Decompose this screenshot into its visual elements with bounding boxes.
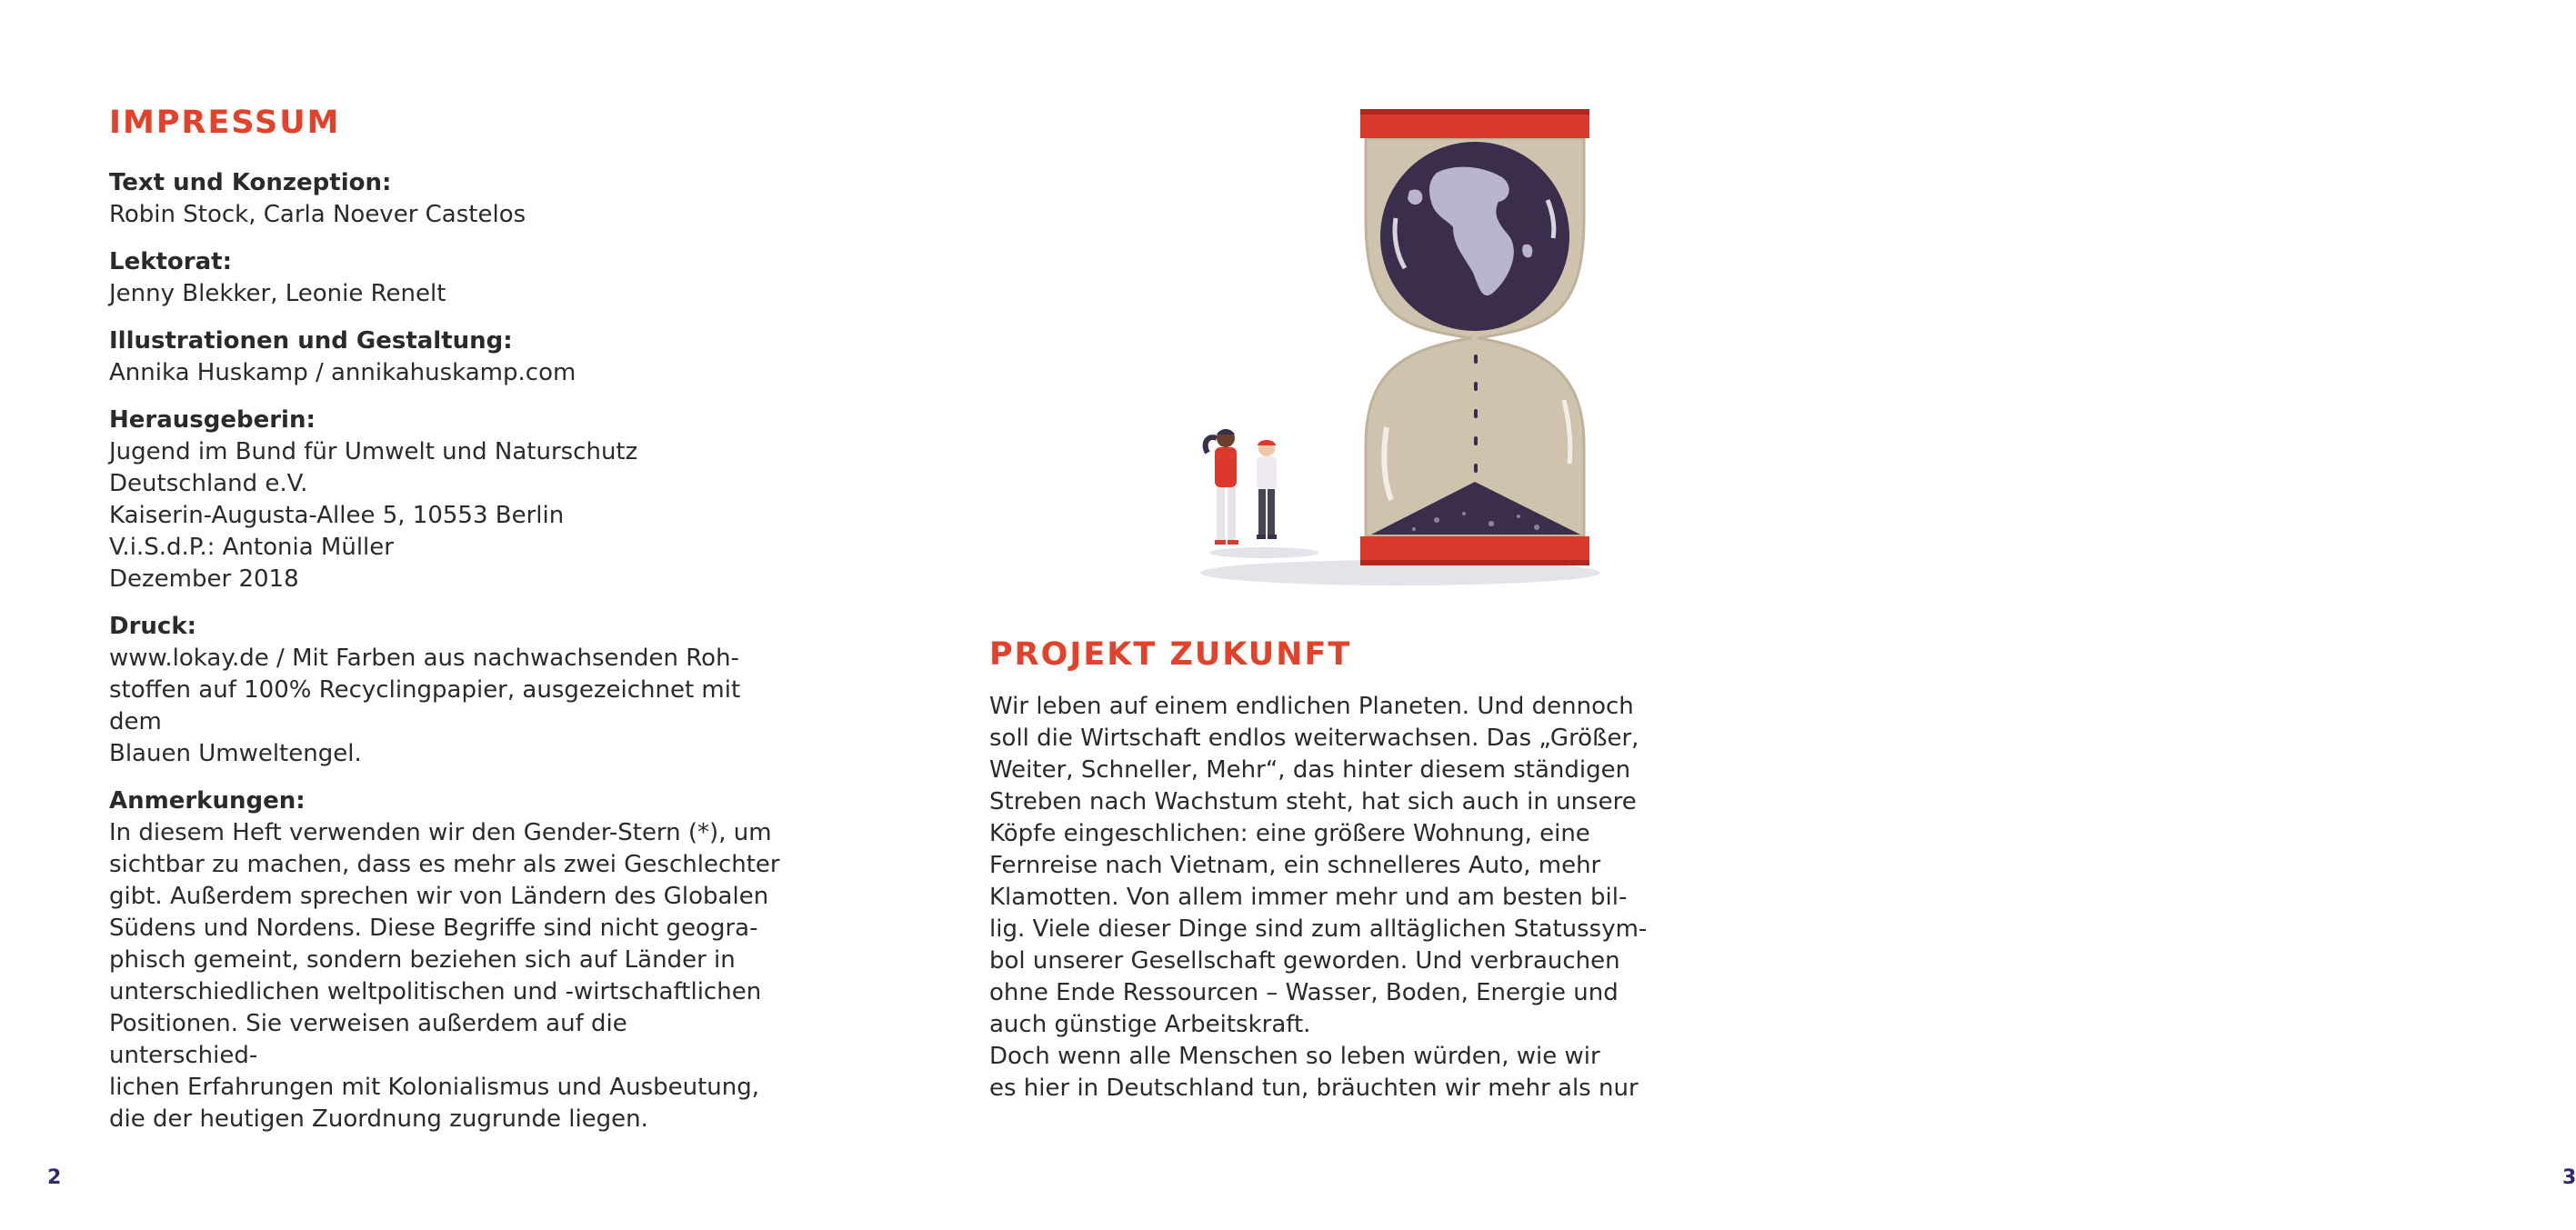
impressum-block-lektorat	[109, 246, 782, 310]
block-value: In diesem Heft verwenden wir den Gender-Stern (*), um sichtbar zu machen, dass es mehr als zwei Geschlechter gibt. Außerdem sprechen wir von Ländern des Globalen Südens und Nordens. Diese Begriffe sind nicht geogra- phisch gemeint, sondern beziehen sich auf Länder in unterschiedlichen weltpolitischen und -wirtschaftlichen Positionen. Sie verweisen außerdem auf die unterschied- lichen Erfahrungen mit Kolonialismus und Ausbeutung, die der heutigen Zuordnung zugrunde liegen.	[109, 819, 780, 1133]
page-number-right: 3	[2562, 1166, 2576, 1189]
person-man	[1257, 440, 1277, 539]
block-value: www.lokay.de / Mit Farben aus nachwachsenden Roh- stoffen auf 100% Recyclingpapier, ausgezeichnet mit dem Blauen Umweltengel.	[109, 645, 741, 767]
block-label: Druck:	[109, 613, 197, 640]
block-label: Anmerkungen:	[109, 787, 306, 815]
projekt-heading: PROJEKT ZUKUNFT	[989, 636, 1352, 673]
left-page	[0, 0, 873, 1230]
impressum-block-herausgeberin	[109, 405, 782, 595]
impressum-block-illustration	[109, 325, 782, 389]
impressum-heading: IMPRESSUM	[109, 105, 341, 141]
impressum-section	[109, 167, 782, 1151]
impressum-block-druck	[109, 611, 782, 770]
block-label: Illustrationen und Gestaltung:	[109, 327, 513, 355]
people-shadow	[1209, 547, 1318, 558]
person-woman	[1206, 429, 1238, 545]
block-value: Jenny Blekker, Leonie Renelt	[109, 280, 446, 307]
block-value: Jugend im Bund für Umwelt und Naturschutz Deutschland e.V. Kaiserin-Augusta-Allee 5, 10553 Berlin V.i.S.d.P.: Antonia Müller Dezember 2018	[109, 438, 638, 593]
block-label: Herausgeberin:	[109, 406, 316, 434]
hourglass-earth-illustration	[1164, 100, 1637, 591]
block-value: Robin Stock, Carla Noever Castelos	[109, 201, 526, 228]
block-value: Annika Huskamp / annikahuskamp.com	[109, 359, 576, 386]
impressum-block-text	[109, 167, 782, 231]
block-label: Lektorat:	[109, 248, 232, 275]
block-label: Text und Konzeption:	[109, 169, 392, 196]
page-number-left: 2	[47, 1166, 62, 1189]
impressum-block-anmerkungen	[109, 785, 782, 1135]
projekt-body-text: Wir leben auf einem endlichen Planeten. Und dennoch soll die Wirtschaft endlos weiterwachsen. Das „Größer, Weiter, Schneller, Mehr“, das hinter diesem ständigen Streben nach Wachstum steht, hat sich auch in unsere Köpfe eingeschlichen: eine größere Wohnung, eine Fernreise nach Vietnam, ein schnelleres Auto, mehr Klamotten. Von allem immer mehr und am besten bil- lig. Viele dieser Dinge sind zum alltäglichen Statussym- bol unserer Gesellschaft geworden. Und verbrauchen ohne Ende Ressourcen – Wasser, Boden, Energie und auch günstige Arbeitskraft. Doch wenn alle Menschen so leben würden, wie wir es hier in Deutschland tun, bräuchten wir mehr als nur	[989, 693, 1648, 1102]
